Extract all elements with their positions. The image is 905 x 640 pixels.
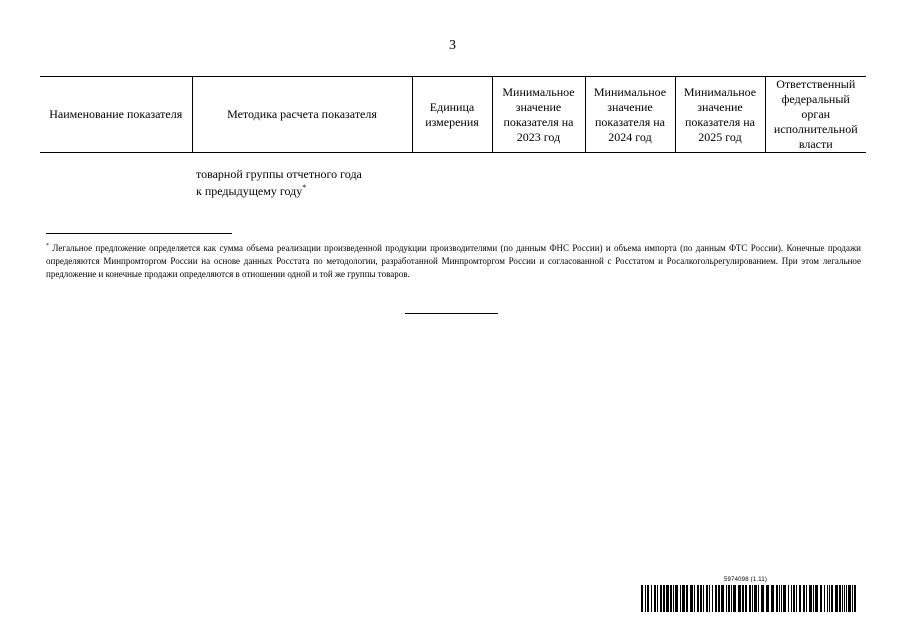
barcode-bar	[657, 585, 658, 612]
barcode-bar	[675, 585, 678, 612]
barcode-bar	[824, 585, 825, 612]
barcode-bar	[726, 585, 727, 612]
barcode-bar	[793, 585, 795, 612]
barcode-bar	[703, 585, 704, 612]
continuation-line-2: к предыдущему году*	[196, 183, 307, 198]
barcode-bar	[852, 585, 853, 612]
barcode-bar	[700, 585, 702, 612]
barcode-bar	[809, 585, 812, 612]
barcode-bar	[844, 585, 845, 612]
barcode-bar	[709, 585, 710, 612]
table-header-row	[40, 77, 866, 153]
barcode-bar	[742, 585, 744, 612]
barcode-bar	[758, 585, 759, 612]
continuation-line-1: товарной группы отчетного года	[196, 167, 362, 181]
barcode-bar	[733, 585, 736, 612]
method-continuation-text	[196, 167, 362, 198]
barcode-bar	[660, 585, 662, 612]
barcode-bar	[682, 585, 685, 612]
barcode-bar	[842, 585, 843, 612]
barcode-bar	[752, 585, 753, 612]
barcode-bar	[781, 585, 782, 612]
barcode-bar	[827, 585, 828, 612]
barcode-bar	[666, 585, 669, 612]
indicators-table	[40, 76, 866, 153]
barcode-bar	[779, 585, 780, 612]
barcode-bar	[788, 585, 789, 612]
barcode-bar	[783, 585, 786, 612]
barcode-bar	[839, 585, 841, 612]
end-of-document-rule	[405, 313, 498, 314]
barcode-bar	[706, 585, 708, 612]
barcode-bar	[854, 585, 856, 612]
barcode-bar	[670, 585, 672, 612]
barcode-bar	[754, 585, 757, 612]
barcode-bar	[803, 585, 805, 612]
page-number: 3	[449, 38, 456, 53]
barcode-bar	[766, 585, 769, 612]
footnote-text: Легальное предложение определяется как сумма объема реализации произведенной продукции производителями (по данным ФНС России) и объема импорта (по данным ФТС России). Конечные продажи определяются Минпромторгом России на основе данных Росстата по методологии, разработанной Минпромторгом России и согласованной с Росстатом и Росалкогольрегулированием. При этом легальное предложение и конечные продажи определяются в отношении одной и той же группы товаров.	[46, 243, 861, 279]
barcode-bar	[749, 585, 751, 612]
barcode-bar	[835, 585, 838, 612]
header-unit: Единица измерения	[412, 77, 492, 153]
footnote-mark: *	[46, 243, 49, 249]
barcode-bar	[731, 585, 732, 612]
footnote	[46, 240, 861, 281]
barcode-bar	[806, 585, 807, 612]
barcode-bar	[690, 585, 693, 612]
header-calculation-method: Методика расчета показателя	[192, 77, 412, 153]
barcode-bar	[645, 585, 646, 612]
barcode-bar	[846, 585, 847, 612]
barcode-bar	[776, 585, 778, 612]
header-min-2023: Минимальное значение показателя на 2023 год	[492, 77, 585, 153]
barcode-bar	[738, 585, 741, 612]
barcode-bar	[791, 585, 792, 612]
barcode-bar	[761, 585, 764, 612]
barcode-bar	[848, 585, 851, 612]
barcode-bar	[647, 585, 649, 612]
footnote-reference: *	[302, 183, 307, 192]
barcode-bar	[721, 585, 724, 612]
barcode-bar	[820, 585, 822, 612]
barcode-bar	[799, 585, 801, 612]
barcode-bar	[686, 585, 688, 612]
document-code: 5974098 (1.11)	[724, 577, 768, 583]
barcode-bar	[694, 585, 695, 612]
barcode-bar	[663, 585, 665, 612]
barcode-bar	[680, 585, 681, 612]
header-min-2025: Минимальное значение показателя на 2025 год	[675, 77, 765, 153]
barcode-bar	[654, 585, 656, 612]
barcode-bar	[815, 585, 818, 612]
barcode-bar	[829, 585, 830, 612]
barcode-bar	[712, 585, 713, 612]
barcode-bar	[673, 585, 674, 612]
barcode-bar	[728, 585, 730, 612]
barcode-bar	[651, 585, 652, 612]
barcode-image	[641, 585, 859, 612]
header-indicator-name: Наименование показателя	[49, 107, 183, 121]
barcode-bar	[715, 585, 717, 612]
footnote-separator	[46, 233, 232, 234]
barcode-bar	[718, 585, 720, 612]
barcode-bar	[641, 585, 643, 612]
barcode-bar	[697, 585, 699, 612]
header-responsible-authority: Ответственный федеральный орган исполнительной власти	[765, 77, 866, 153]
barcode-bar	[831, 585, 833, 612]
header-min-2024: Минимальное значение показателя на 2024 год	[585, 77, 675, 153]
barcode-bar	[796, 585, 797, 612]
barcode-bar	[813, 585, 814, 612]
barcode-bar	[745, 585, 747, 612]
barcode-bar	[771, 585, 774, 612]
